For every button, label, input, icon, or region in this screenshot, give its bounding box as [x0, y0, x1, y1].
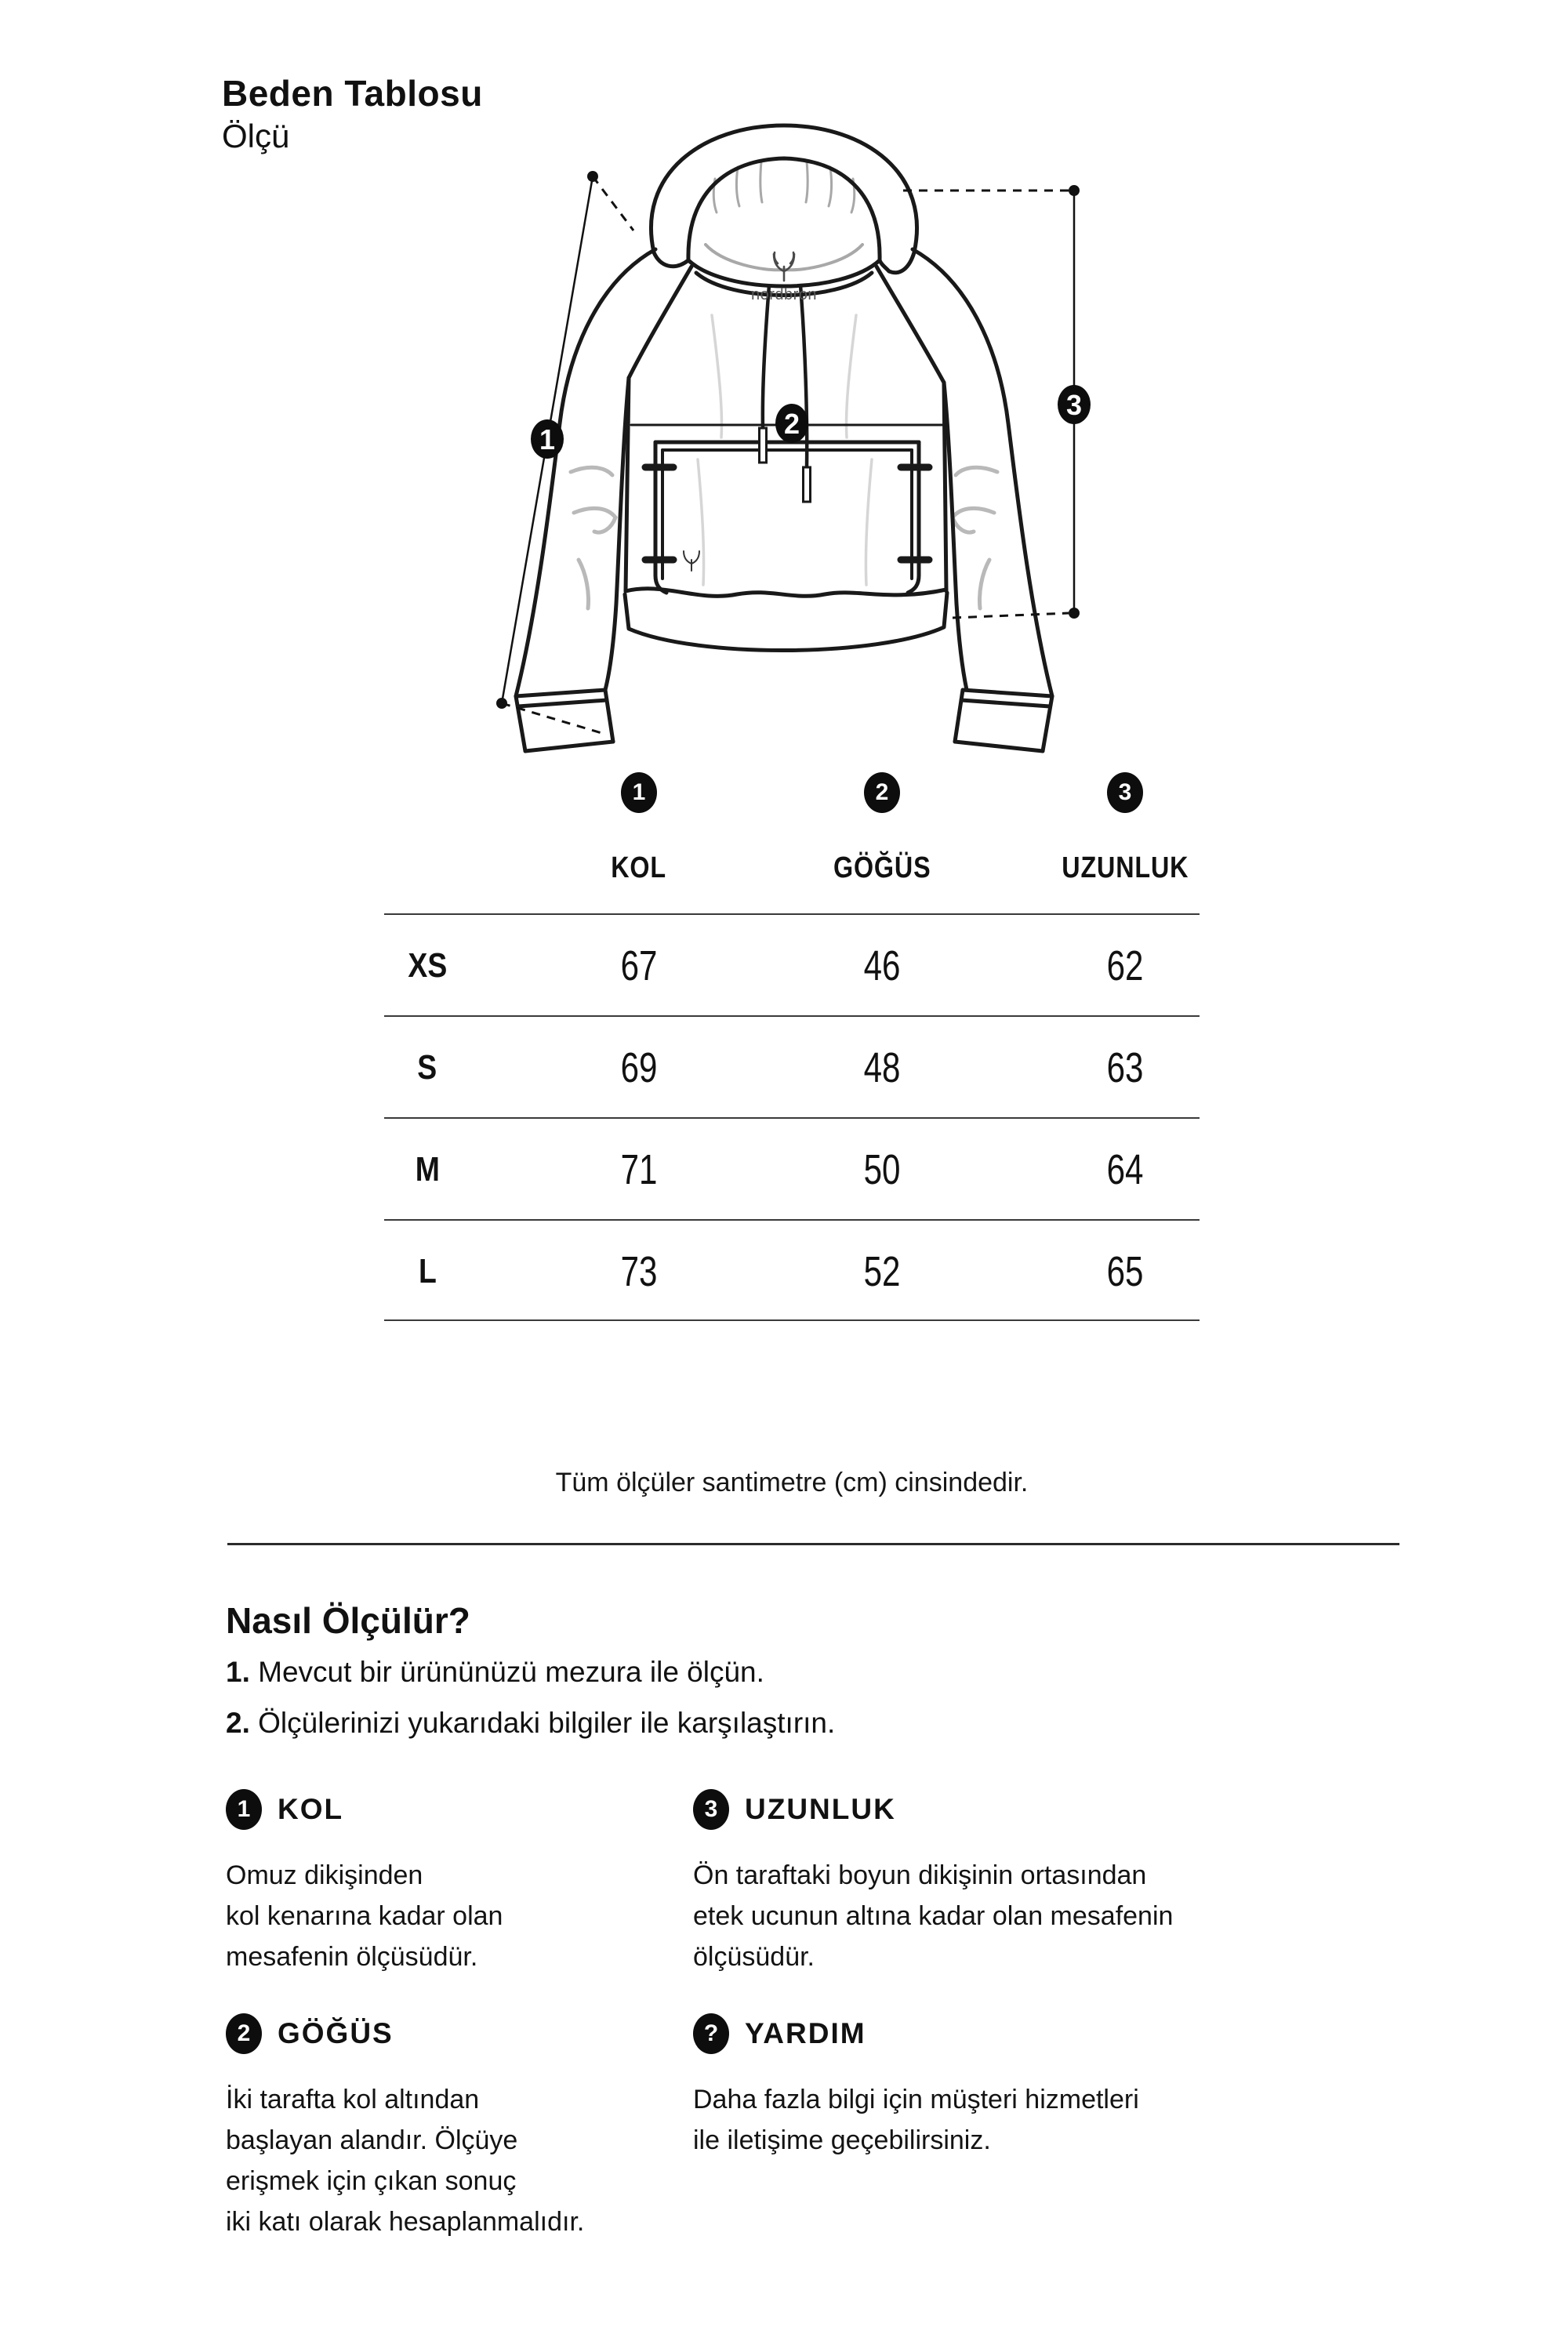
column-marker-2-num: 2 [875, 779, 889, 805]
definition-gogus-body [226, 2079, 688, 2242]
text-line: erişmek için çıkan sonuç [226, 2166, 517, 2196]
definition-gogus [226, 2013, 688, 2242]
badge-num: 2 [237, 2020, 251, 2046]
definition-kol-title: KOL [278, 1793, 344, 1825]
definition-uzunluk [693, 1789, 1289, 1977]
column-header-gogus [800, 851, 964, 885]
howto-step-2 [226, 1707, 835, 1740]
brand-logo-text: nordbron [750, 286, 818, 303]
table-row-l [384, 1219, 1200, 1321]
howto-step-1-text: Mevcut bir ürününüzü mezura ile ölçün. [258, 1656, 764, 1688]
definition-yardim-title: YARDIM [745, 2017, 866, 2049]
definition-yardim [693, 2013, 1289, 2161]
column-marker-2 [864, 772, 900, 813]
hood-drawcords [760, 285, 811, 502]
kol-value: 73 [620, 1248, 658, 1295]
definition-gogus-title: GÖĞÜS [278, 2017, 394, 2049]
page-title: Beden Tablosu [222, 73, 483, 114]
text-line: kol kenarına kadar olan [226, 1901, 503, 1931]
howto-step-2-text: Ölçülerinizi yukarıdaki bilgiler ile karşılaştırın. [258, 1707, 836, 1739]
column-header-gogus-text: GÖĞÜS [833, 851, 931, 884]
text-line: etek ucunun altına kadar olan mesafenin ölçüsüdür. [693, 1901, 1174, 1972]
text-line: Ön taraftaki boyun dikişinin ortasından [693, 1860, 1147, 1890]
howto-step-1-num: 1. [226, 1656, 250, 1688]
gogus-value: 46 [863, 942, 901, 989]
text-line: başlayan alandır. Ölçüye [226, 2125, 518, 2155]
column-header-uzunluk [1043, 851, 1207, 885]
howto-step-2-num: 2. [226, 1707, 250, 1739]
definition-yardim-header [693, 2013, 1289, 2054]
table-row-s [384, 1015, 1200, 1117]
definition-kol [226, 1789, 688, 1977]
uzunluk-value: 62 [1106, 942, 1144, 989]
units-note: Tüm ölçüler santimetre (cm) cinsindedir. [555, 1468, 1029, 1497]
uzunluk-value: 65 [1106, 1248, 1144, 1295]
size-label: L [418, 1252, 437, 1290]
definition-kol-body [226, 1855, 688, 1977]
page-subtitle: Ölçü [222, 118, 290, 154]
table-row-xs [384, 913, 1200, 1015]
text-line: İki tarafta kol altından [226, 2085, 480, 2114]
definition-yardim-badge help-icon [693, 2013, 729, 2054]
definition-yardim-body [693, 2079, 1289, 2161]
definition-gogus-header [226, 2013, 688, 2054]
kol-value: 67 [620, 942, 658, 989]
size-label: S [417, 1048, 437, 1087]
size-table [384, 913, 1200, 1321]
measure-line-2 [775, 404, 808, 443]
column-marker-3-num: 3 [1118, 779, 1132, 805]
definition-uzunluk-body [693, 1855, 1289, 1977]
uzunluk-value: 64 [1106, 1146, 1144, 1193]
definition-gogus-badge [226, 2013, 262, 2054]
hood-crease-lines [706, 162, 862, 270]
definition-kol-badge [226, 1789, 262, 1830]
howto-step-1 [226, 1656, 764, 1689]
uzunluk-value: 63 [1106, 1044, 1144, 1091]
definition-uzunluk-badge [693, 1789, 729, 1830]
kangaroo-pocket [645, 442, 929, 593]
text-line: ile iletişime geçebilirsiniz. [693, 2125, 991, 2155]
text-line: iki katı olarak hesaplanmalıdır. [226, 2207, 585, 2237]
gogus-value: 50 [863, 1146, 901, 1193]
gogus-value: 48 [863, 1044, 901, 1091]
hoodie-diagram [439, 118, 1129, 768]
marker-1-label: 1 [539, 423, 556, 456]
column-header-kol [557, 851, 721, 885]
text-line: Omuz dikişinden [226, 1860, 423, 1890]
gogus-value: 52 [863, 1248, 901, 1295]
column-header-kol-text: KOL [611, 851, 667, 884]
marker-3-label: 3 [1065, 389, 1083, 421]
definition-uzunluk-title: UZUNLUK [745, 1793, 896, 1825]
definition-kol-header [226, 1789, 688, 1830]
badge-num: 1 [237, 1796, 251, 1822]
column-header-uzunluk-text: UZUNLUK [1061, 851, 1189, 884]
column-marker-1 [621, 772, 657, 813]
table-row-m [384, 1117, 1200, 1219]
size-label: XS [408, 946, 447, 985]
kol-value: 69 [620, 1044, 658, 1091]
text-line: mesafenin ölçüsüdür. [226, 1942, 478, 1972]
section-divider [227, 1543, 1399, 1545]
definition-uzunluk-header [693, 1789, 1289, 1830]
question-mark-icon: ? [703, 2020, 719, 2046]
sleeve-crease-lines [571, 467, 997, 608]
text-line: Daha fazla bilgi için müşteri hizmetleri [693, 2085, 1139, 2114]
kol-value: 71 [620, 1146, 658, 1193]
howto-heading: Nasıl Ölçülür? [226, 1600, 470, 1641]
measure-line-3 [903, 185, 1091, 619]
column-marker-1-num: 1 [632, 779, 646, 805]
pocket-antler-icon [684, 551, 699, 571]
size-label: M [415, 1150, 440, 1189]
antler-icon [774, 252, 794, 281]
column-marker-3 [1107, 772, 1143, 813]
badge-num: 3 [704, 1796, 718, 1822]
marker-2-label: 2 [783, 408, 800, 440]
